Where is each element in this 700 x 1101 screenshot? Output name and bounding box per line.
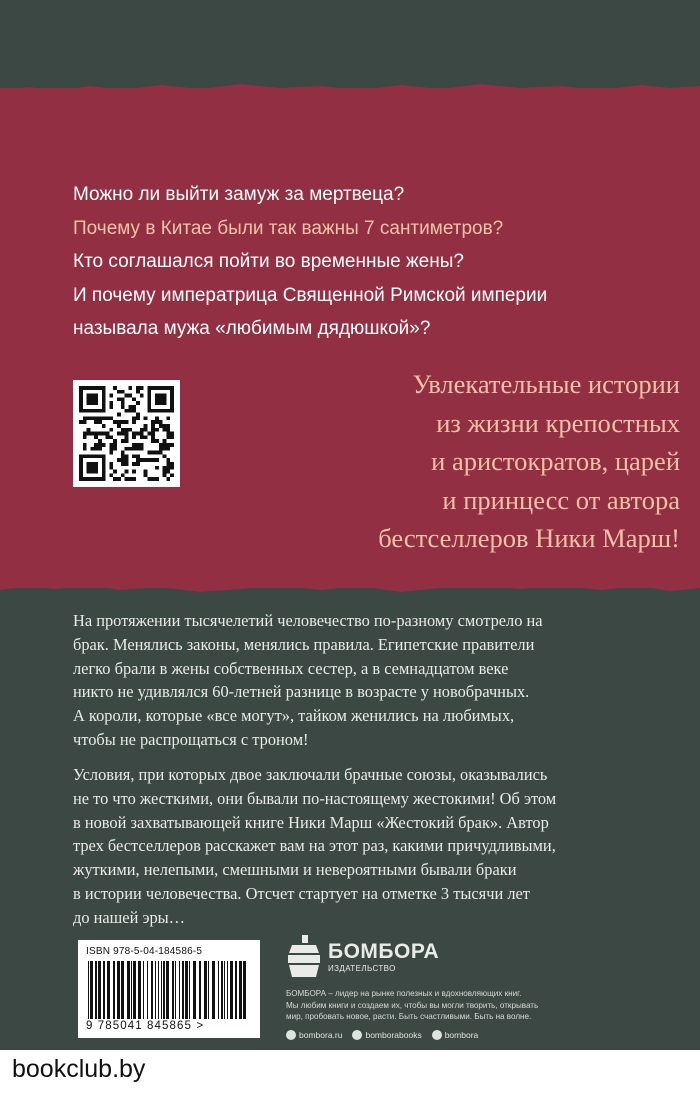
- social-label: bombora.ru: [299, 1029, 343, 1040]
- barcode-digits: 9 785041 845865 >: [86, 1020, 205, 1032]
- question-line: Кто соглашался пойти во временные жены?: [73, 251, 464, 272]
- publisher-block: [286, 930, 616, 1040]
- question-line: Почему в Китае были так важны 7 сантиметров?: [73, 217, 504, 239]
- paragraph-line: в новой захватывающей книге Ники Марш «Жестокий брак». Автор: [73, 812, 549, 832]
- publisher-description-line: БОМБОРА – лидер на рынке полезных и вдохновляющих книг.: [286, 989, 522, 998]
- social-link-website[interactable]: [286, 1030, 342, 1040]
- torn-edge-top: [0, 78, 700, 100]
- paragraph-line: Условия, при которых двое заключали брачные союзы, оказывались: [73, 765, 548, 784]
- social-label: bombora: [444, 1029, 479, 1040]
- description-paragraph-2: [73, 763, 663, 930]
- question-line: Можно ли выйти замуж за мертвеца?: [73, 184, 405, 205]
- social-link-instagram[interactable]: [352, 1030, 421, 1040]
- paragraph-line: до нашей эры…: [73, 907, 186, 927]
- publisher-description-line: Мы любим книги и создаем их, чтобы вы могли творить, открывать: [286, 1000, 539, 1010]
- tagline: [220, 365, 680, 558]
- paragraph-line: На протяжении тысячелетий человечество по-разному смотрело на: [73, 611, 543, 630]
- tagline-line: бестселлеров Ники Марш!: [378, 523, 680, 553]
- paragraph-line: чтобы не распрощаться с троном!: [73, 729, 309, 749]
- bombora-logo-icon: [286, 933, 322, 979]
- tagline-line: и аристократов, царей: [431, 446, 680, 476]
- publisher-description-line: мир, пробовать новое, расти. Быть счастливыми. Быть на волне.: [286, 1012, 532, 1021]
- qr-code[interactable]: [73, 380, 180, 487]
- paragraph-line: жуткими, нелепыми, смешными и невероятными бывали браки: [73, 860, 517, 880]
- isbn-text: ISBN 978-5-04-184586-5: [86, 946, 203, 957]
- instagram-icon: [352, 1030, 362, 1040]
- question-list: [73, 178, 633, 346]
- paragraph-line: никто не удивлялся 60-летней разнице в возрасте у новобрачных.: [73, 682, 530, 702]
- publisher-name: БОМБОРА: [328, 939, 440, 963]
- tagline-line: из жизни крепостных: [436, 407, 680, 438]
- site-watermark: bookclub.by: [12, 1055, 146, 1083]
- question-line: И почему императрица Священной Римской империи: [73, 284, 548, 306]
- social-label: bomborabooks: [365, 1029, 422, 1040]
- paragraph-line: трех бестселлеров расскажет вам на этот раз, какими причудливыми,: [73, 836, 556, 856]
- publisher-description: [286, 988, 616, 1023]
- barcode-image: [86, 961, 252, 1019]
- publisher-subtitle: ИЗДАТЕЛЬСТВО: [328, 963, 396, 973]
- tagline-line: и принцесс от автора: [442, 484, 680, 515]
- torn-edge-bottom: [0, 576, 700, 600]
- paragraph-line: легко брали в жены собственных сестер, а в семнадцатом веке: [73, 658, 509, 678]
- barcode-box: [78, 940, 260, 1038]
- social-links: [286, 1030, 616, 1040]
- paragraph-line: А короли, которые «все могут», тайком женились на любимых,: [73, 706, 515, 726]
- paragraph-line: брак. Менялись законы, менялись правила. Египетские правители: [73, 634, 535, 654]
- paragraph-line: в истории человечества. Отсчет стартует на отметке 3 тысячи лет: [73, 883, 530, 903]
- publisher-logo: [286, 930, 616, 982]
- globe-icon: [286, 1030, 296, 1040]
- question-line: называла мужа «любимым дядюшкой»?: [73, 318, 431, 339]
- description-paragraph-1: [73, 609, 663, 752]
- vk-icon: [432, 1030, 442, 1040]
- paragraph-line: не то что жесткими, они бывали по-настоящему жестокими! Об этом: [73, 788, 557, 808]
- social-link-vk[interactable]: [432, 1030, 479, 1040]
- tagline-line: Увлекательные истории: [412, 369, 680, 399]
- qr-code-image: [79, 386, 174, 481]
